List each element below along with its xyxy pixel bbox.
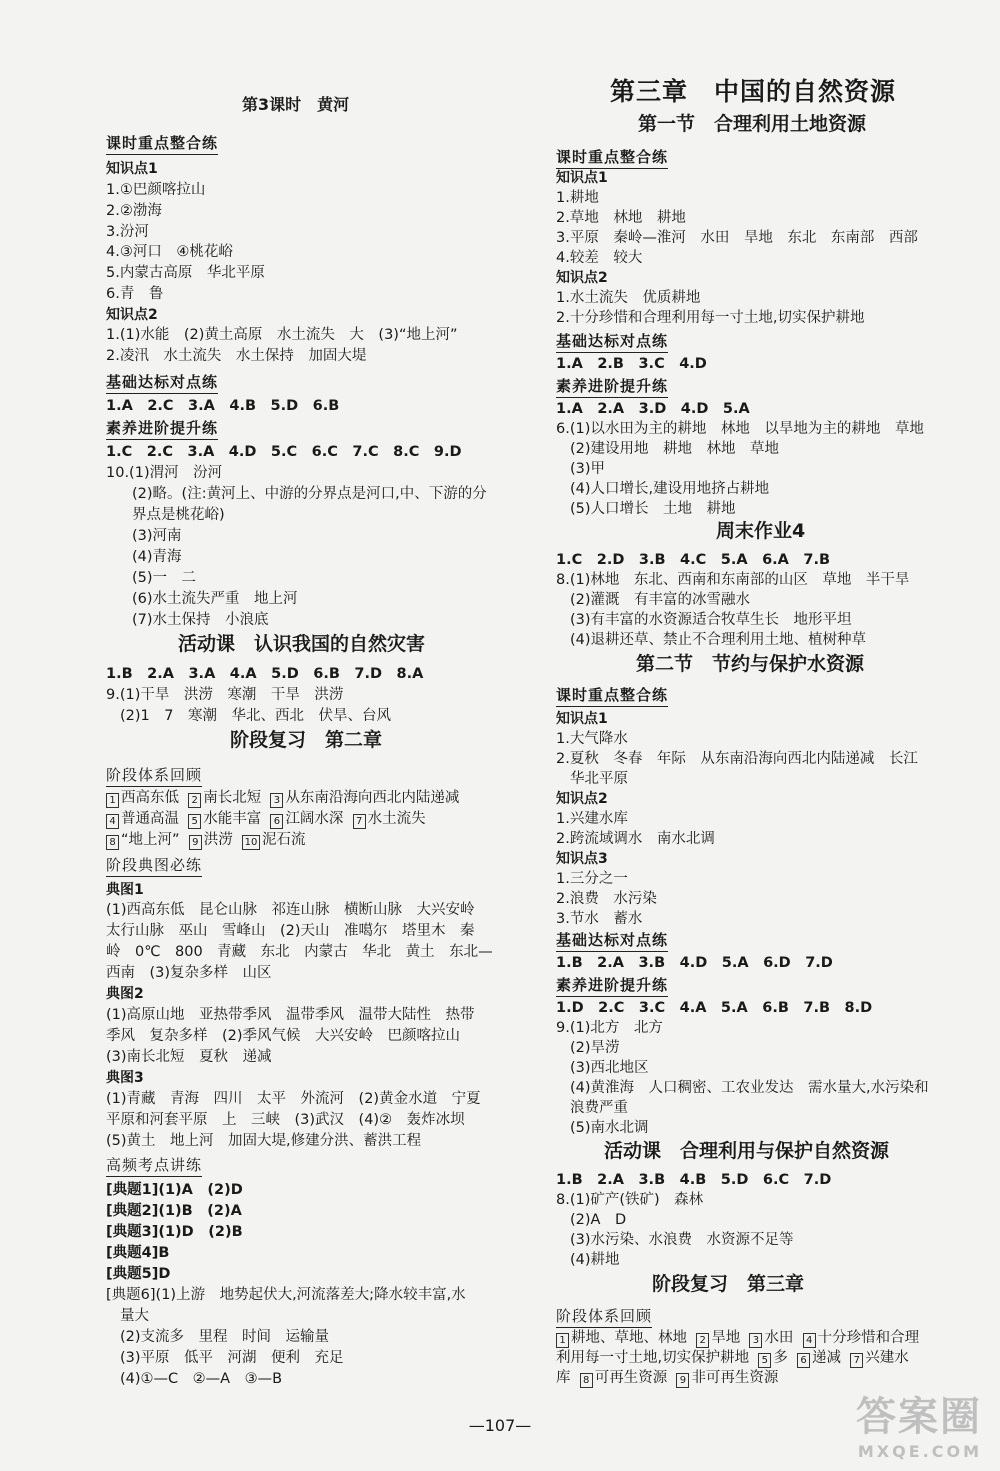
answer-line: 1.C 2.C 3.A 4.D 5.C 6.C 7.C 8.C 9.D xyxy=(106,444,462,460)
number-box: 5 xyxy=(758,1353,771,1368)
knowledge-point: 知识点2 xyxy=(556,791,608,807)
review-line xyxy=(106,788,459,808)
answer-line: 太行山脉 巫山 雪峰山 (2)天山 准噶尔 塔里木 秦 xyxy=(106,923,475,939)
answer-line: 1.①巴颜喀拉山 xyxy=(106,182,206,198)
answer-line: [典题1](1)A (2)D xyxy=(106,1182,243,1198)
answer-line: (5)黄土 地上河 加固大堤,修建分洪、蓄洪工程 xyxy=(106,1133,422,1149)
answer-line: 1.A 2.A 3.D 4.D 5.A xyxy=(556,401,750,417)
knowledge-point: 知识点1 xyxy=(106,161,158,177)
answer-line: 1.C 2.D 3.B 4.C 5.A 6.A 7.B xyxy=(556,552,831,568)
answer-line: 1.D 2.C 3.C 4.A 5.A 6.B 7.B 8.D xyxy=(556,1000,873,1016)
review-item: 洪涝 xyxy=(203,832,233,848)
section-heading: 基础达标对点练 xyxy=(106,372,218,394)
review-item: 泥石流 xyxy=(261,832,306,848)
answer-line: (5)南水北调 xyxy=(570,1120,649,1136)
figure-label: 典图1 xyxy=(106,882,144,898)
answer-line: 2.凌汛 水土流失 水土保持 加固大堤 xyxy=(106,348,367,364)
review-item: 多 xyxy=(773,1350,788,1366)
answer-line: 1.水土流失 优质耕地 xyxy=(556,290,701,306)
review-item: 库 xyxy=(556,1370,571,1386)
answer-line: 1.兴建水库 xyxy=(556,811,628,827)
number-box: 8 xyxy=(106,835,119,850)
answer-line: (2)1 7 寒潮 华北、西北 伏旱、台风 xyxy=(120,708,391,724)
section-heading: 阶段典图必练 xyxy=(106,855,202,877)
review-item: 水田 xyxy=(764,1330,794,1346)
watermark-url: MXQE.COM xyxy=(857,1442,982,1461)
answer-line: 5.内蒙古高原 华北平原 xyxy=(106,265,265,281)
section-heading: 素养进阶提升练 xyxy=(106,418,218,440)
answer-line: (2)建设用地 耕地 林地 草地 xyxy=(570,441,780,457)
answer-line: 2.浪费 水污染 xyxy=(556,891,657,907)
section-heading: 基础达标对点练 xyxy=(556,930,668,952)
number-box: 8 xyxy=(580,1373,593,1388)
review-line xyxy=(106,830,305,850)
number-box: 9 xyxy=(676,1373,689,1388)
answer-line: (3)水污染、水浪费 水资源不足等 xyxy=(570,1232,794,1248)
review-line xyxy=(556,1368,778,1388)
review-item: 可再生资源 xyxy=(594,1370,668,1386)
review-item: 水土流失 xyxy=(367,811,426,827)
number-box: 9 xyxy=(189,835,202,850)
weekend-title: 周末作业4 xyxy=(716,520,806,542)
answer-line: [典题5]D xyxy=(106,1266,171,1282)
answer-line: (3)南长北短 夏秋 递减 xyxy=(106,1049,272,1065)
answer-line: (4)人口增长,建设用地挤占耕地 xyxy=(570,481,770,497)
answer-line: 4.较差 较大 xyxy=(556,250,643,266)
number-box: 1 xyxy=(106,793,119,808)
chapter-title: 第三章 中国的自然资源 xyxy=(610,77,897,106)
review-item: 江阔水深 xyxy=(285,811,344,827)
answer-line: (4)耕地 xyxy=(570,1252,620,1268)
review-item: 非可再生资源 xyxy=(691,1370,779,1386)
review-item: 普通高温 xyxy=(121,811,179,827)
answer-line: 10.(1)渭河 汾河 xyxy=(106,465,223,481)
knowledge-point: 知识点2 xyxy=(556,270,608,286)
answer-line: 3.节水 蓄水 xyxy=(556,911,643,927)
lesson-title: 第3课时 黄河 xyxy=(242,95,350,114)
section-heading: 素养进阶提升练 xyxy=(556,975,668,997)
section-heading: 阶段体系回顾 xyxy=(556,1306,652,1328)
watermark-text: 答案圈 xyxy=(856,1394,982,1440)
answer-line: (1)高原山地 亚热带季风 温带季风 温带大陆性 热带 xyxy=(106,1007,475,1023)
knowledge-point: 知识点1 xyxy=(556,711,608,727)
answer-line: (2)灌溉 有丰富的冰雪融水 xyxy=(570,592,751,608)
answer-line: 1.B 2.A 3.A 4.A 5.D 6.B 7.D 8.A xyxy=(106,666,424,682)
number-box: 10 xyxy=(242,835,260,850)
answer-line: (4)①—C ②—A ③—B xyxy=(120,1371,283,1387)
answer-line: 华北平原 xyxy=(570,771,628,787)
answer-line: 2.②渤海 xyxy=(106,203,162,219)
answer-line: (3)平原 低平 河湖 便利 充足 xyxy=(120,1350,344,1366)
review-line xyxy=(106,809,426,829)
answer-line: 2.跨流域调水 南水北调 xyxy=(556,831,715,847)
review-item: 兴建水 xyxy=(865,1350,909,1366)
answer-line: 1.三分之一 xyxy=(556,871,628,887)
section-heading: 课时重点整合练 xyxy=(106,133,218,155)
answer-line: 1.A 2.C 3.A 4.B 5.D 6.B xyxy=(106,398,340,414)
answer-line: (7)水土保持 小浪底 xyxy=(132,612,269,628)
answer-line: (5)人口增长 土地 耕地 xyxy=(570,501,736,517)
review-item: 水能丰富 xyxy=(203,811,262,827)
answer-line: 1.B 2.A 3.B 4.D 5.A 6.D 7.D xyxy=(556,955,833,971)
number-box: 2 xyxy=(188,793,201,808)
answer-line: 浪费严重 xyxy=(570,1100,628,1116)
review-title: 阶段复习 第三章 xyxy=(652,1273,805,1295)
section-heading: 基础达标对点练 xyxy=(556,331,668,353)
answer-line: (3)甲 xyxy=(570,461,606,477)
review-item: 从东南沿海向西北内陆递减 xyxy=(285,790,460,806)
answer-line: (3)有丰富的水资源适合牧草生长 地形平坦 xyxy=(570,612,852,628)
review-item: 旱地 xyxy=(711,1330,741,1346)
page-number: —107— xyxy=(468,1416,532,1435)
knowledge-point: 知识点1 xyxy=(556,170,608,186)
number-box: 4 xyxy=(106,814,119,829)
activity-title: 活动课 认识我国的自然灾害 xyxy=(178,633,426,655)
answer-line: (6)水土流失严重 地上河 xyxy=(132,591,298,607)
answer-line: 3.汾河 xyxy=(106,224,149,240)
review-item: 递减 xyxy=(812,1350,842,1366)
answer-line: 8.(1)林地 东北、西南和东南部的山区 草地 半干旱 xyxy=(556,572,910,588)
review-item: 十分珍惜和合理 xyxy=(817,1330,920,1346)
review-title: 阶段复习 第二章 xyxy=(230,729,383,751)
answer-line: 2.草地 林地 耕地 xyxy=(556,210,686,226)
answer-line: 3.平原 秦岭—淮河 水田 旱地 东北 东南部 西部 xyxy=(556,230,918,246)
review-line xyxy=(556,1328,919,1348)
answer-line: (2)A D xyxy=(570,1212,627,1228)
answer-line: (4)退耕还草、禁止不合理利用土地、植树种草 xyxy=(570,632,867,648)
answer-line: 岭 0℃ 800 青藏 东北 内蒙古 华北 黄土 东北— xyxy=(106,944,493,960)
answer-line: [典题6](1)上游 地势起伏大,河流落差大;降水较丰富,水 xyxy=(106,1287,466,1303)
answer-line: (4)青海 xyxy=(132,549,182,565)
answer-line: 1.(1)水能 (2)黄土高原 水土流失 大 (3)“地上河” xyxy=(106,327,458,343)
answer-line: 1.A 2.B 3.C 4.D xyxy=(556,356,707,372)
knowledge-point: 知识点3 xyxy=(556,851,608,867)
answer-line: 1.B 2.A 3.B 4.B 5.D 6.C 7.D xyxy=(556,1172,832,1188)
number-box: 3 xyxy=(270,793,283,808)
number-box: 6 xyxy=(270,814,283,829)
figure-label: 典图2 xyxy=(106,986,144,1002)
answer-line: 2.夏秋 冬春 年际 从东南沿海向西北内陆递减 长江 xyxy=(556,751,918,767)
section-heading: 素养进阶提升练 xyxy=(556,376,668,398)
number-box: 3 xyxy=(749,1333,762,1348)
review-item: 利用每一寸土地,切实保护耕地 xyxy=(556,1350,750,1366)
answer-line: (5)一 二 xyxy=(132,570,197,586)
answer-line: (4)黄淮海 人口稠密、工农业发达 需水量大,水污染和 xyxy=(570,1080,929,1096)
answer-line: 8.(1)矿产(铁矿) 森林 xyxy=(556,1192,704,1208)
answer-line: (3)河南 xyxy=(132,528,182,544)
review-item: 耕地、草地、林地 xyxy=(571,1330,687,1346)
section-title: 第一节 合理利用土地资源 xyxy=(638,113,867,135)
answer-line: 4.③河口 ④桃花峪 xyxy=(106,244,233,260)
answer-line: 量大 xyxy=(120,1308,149,1324)
section-heading: 高频考点讲练 xyxy=(106,1155,202,1177)
answer-line: 9.(1)干旱 洪涝 寒潮 干旱 洪涝 xyxy=(106,687,344,703)
number-box: 5 xyxy=(188,814,201,829)
answer-line: [典题2](1)B (2)A xyxy=(106,1203,242,1219)
answer-line: [典题4]B xyxy=(106,1245,170,1261)
answer-line: 6.(1)以水田为主的耕地 林地 以旱地为主的耕地 草地 xyxy=(556,421,924,437)
section-heading: 课时重点整合练 xyxy=(556,147,668,169)
figure-label: 典图3 xyxy=(106,1070,144,1086)
answer-line: 西南 (3)复杂多样 山区 xyxy=(106,965,272,981)
answer-line: [典题3](1)D (2)B xyxy=(106,1224,243,1240)
answer-line: (2)旱涝 xyxy=(570,1040,620,1056)
section-heading: 阶段体系回顾 xyxy=(106,765,202,787)
answer-line: 6.青 鲁 xyxy=(106,286,164,302)
answer-line: (2)略。(注:黄河上、中游的分界点是河口,中、下游的分 xyxy=(132,486,487,502)
answer-line: 1.大气降水 xyxy=(556,731,628,747)
section-title: 第二节 节约与保护水资源 xyxy=(636,653,865,675)
answer-line: (2)支流多 里程 时间 运输量 xyxy=(120,1329,330,1345)
number-box: 2 xyxy=(696,1333,709,1348)
review-item: “地上河” xyxy=(121,832,180,848)
number-box: 7 xyxy=(353,814,366,829)
answer-line: 1.耕地 xyxy=(556,190,599,206)
answer-line: (3)西北地区 xyxy=(570,1060,649,1076)
answer-line: 季风 复杂多样 (2)季风气候 大兴安岭 巴颜喀拉山 xyxy=(106,1028,461,1044)
review-item: 西高东低 xyxy=(121,790,179,806)
number-box: 4 xyxy=(803,1333,816,1348)
review-line xyxy=(556,1348,909,1368)
answer-line: 平原和河套平原 上 三峡 (3)武汉 (4)② 轰炸冰坝 xyxy=(106,1112,465,1128)
watermark-logo xyxy=(856,1385,982,1461)
review-item: 南长北短 xyxy=(203,790,262,806)
number-box: 7 xyxy=(850,1353,863,1368)
number-box: 6 xyxy=(797,1353,810,1368)
activity-title: 活动课 合理利用与保护自然资源 xyxy=(604,1140,890,1162)
answer-line: 9.(1)北方 北方 xyxy=(556,1020,663,1036)
answer-line: (1)西高东低 昆仑山脉 祁连山脉 横断山脉 大兴安岭 xyxy=(106,902,475,918)
answer-line: 2.十分珍惜和合理利用每一寸土地,切实保护耕地 xyxy=(556,310,865,326)
number-box: 1 xyxy=(556,1333,569,1348)
answer-line: 界点是桃花峪) xyxy=(132,507,225,523)
section-heading: 课时重点整合练 xyxy=(556,685,668,707)
answer-line: (1)青藏 青海 四川 太平 外流河 (2)黄金水道 宁夏 xyxy=(106,1091,481,1107)
knowledge-point: 知识点2 xyxy=(106,307,158,323)
